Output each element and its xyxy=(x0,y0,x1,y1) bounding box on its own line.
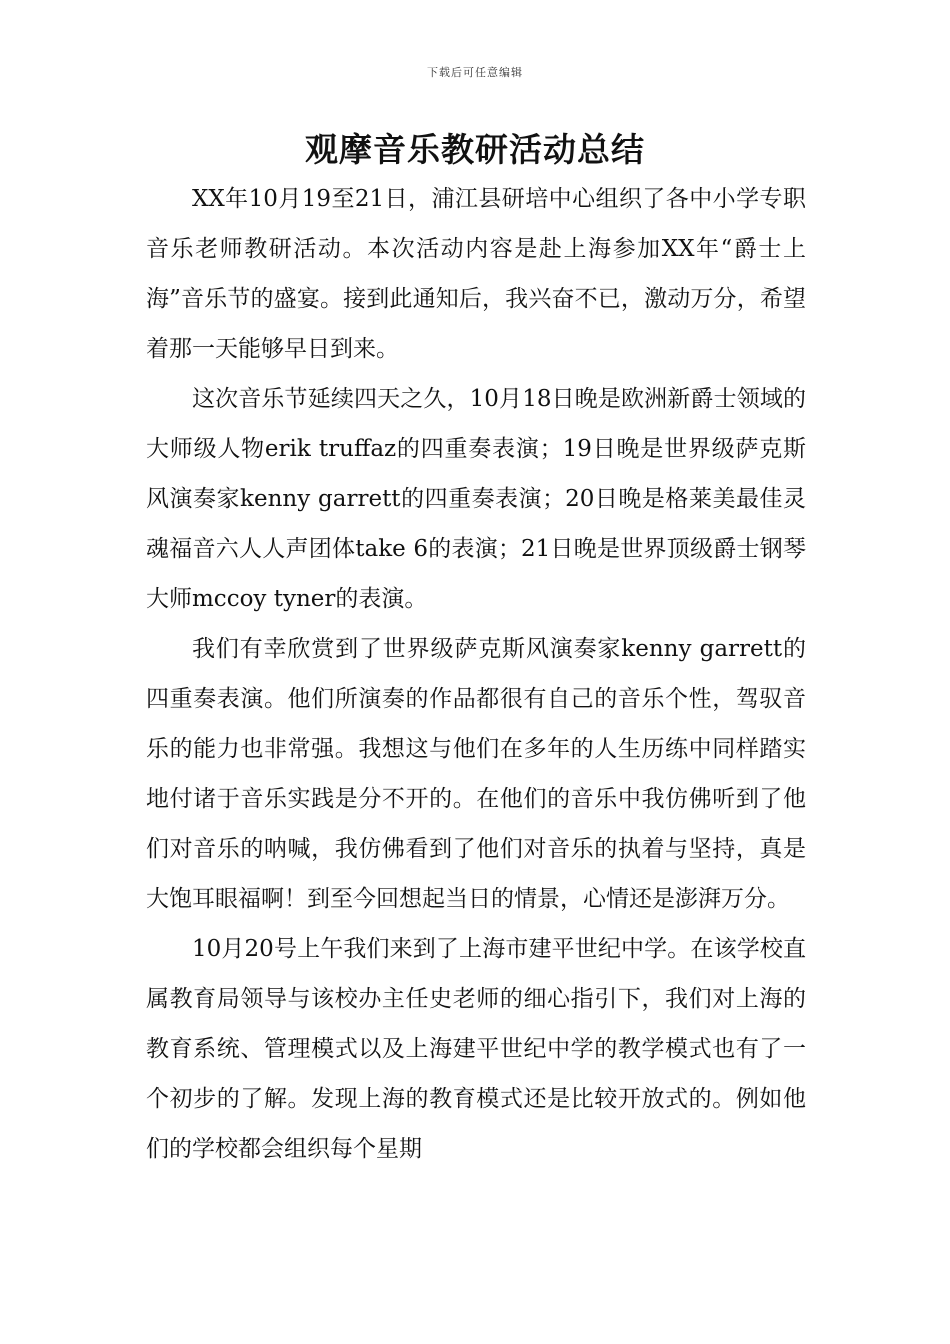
document-body xyxy=(146,174,806,1174)
paragraph-1: XX年10月19至21日，浦江县研培中心组织了各中小学专职音乐老师教研活动。本次活动内容是赴上海参加XX年“爵士上海”音乐节的盛宴。接到此通知后，我兴奋不已，激动万分，希望着那一天能够早日到来。 xyxy=(146,186,806,362)
paragraph-4: 10月20号上午我们来到了上海市建平世纪中学。在该学校直属教育局领导与该校办主任史老师的细心指引下，我们对上海的教育系统、管理模式以及上海建平世纪中学的教学模式也有了一个初步的了解。发现上海的教育模式还是比较开放式的。例如他们的学校都会组织每个星期 xyxy=(146,936,806,1162)
document-title: 观摩音乐教研活动总结 xyxy=(305,130,645,169)
editable-note: 下载后可任意编辑 xyxy=(427,66,523,79)
paragraph-3: 我们有幸欣赏到了世界级萨克斯风演奏家kenny garrett的四重奏表演。他们所演奏的作品都很有自己的音乐个性，驾驭音乐的能力也非常强。我想这与他们在多年的人生历练中同样踏实地付诸于音乐实践是分不开的。在他们的音乐中我仿佛听到了他们对音乐的呐喊，我仿佛看到了他们对音乐的执着与坚持，真是大饱耳眼福啊！到至今回想起当日的情景，心情还是澎湃万分。 xyxy=(146,636,806,912)
paragraph-2: 这次音乐节延续四天之久，10月18日晚是欧洲新爵士领域的大师级人物erik truffaz的四重奏表演；19日晚是世界级萨克斯风演奏家kenny garrett的四重奏表演；20日晚是格莱美最佳灵魂福音六人人声团体take 6的表演；21日晚是世界顶级爵士钢琴大师mccoy tyner的表演。 xyxy=(146,386,806,612)
